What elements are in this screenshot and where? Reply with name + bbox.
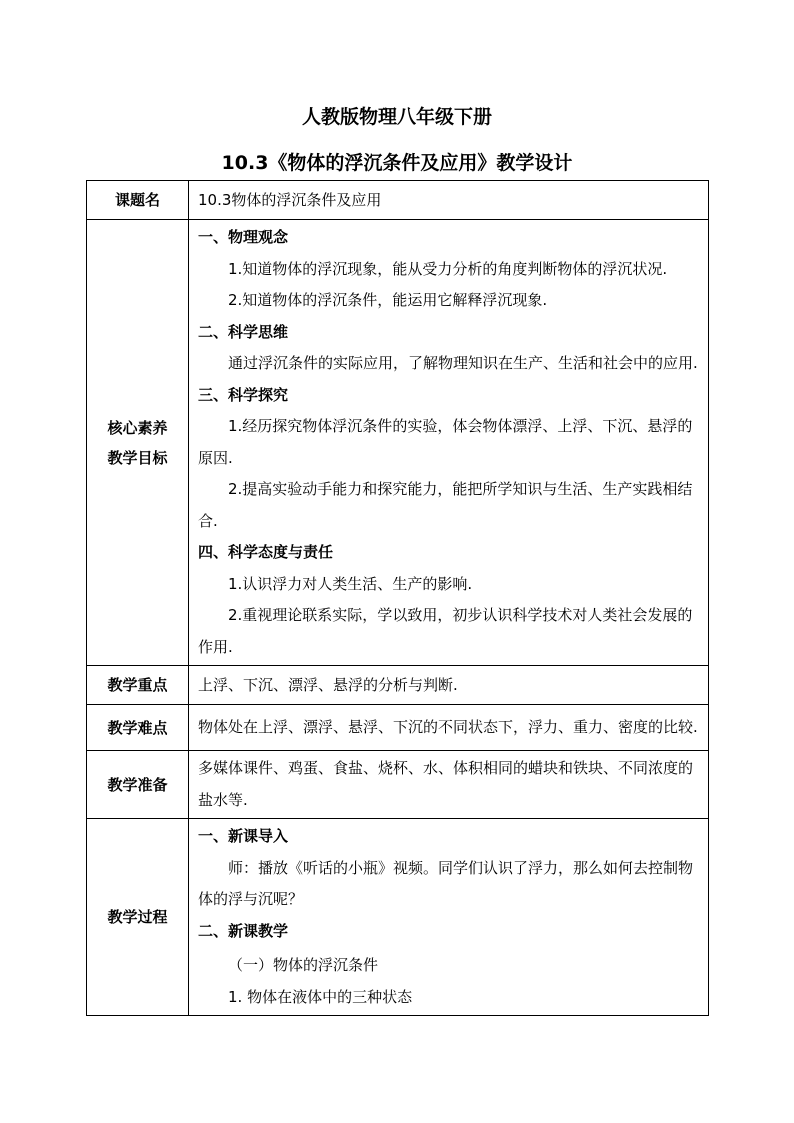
document-title-line1: 人教版物理八年级下册 <box>301 106 492 128</box>
topic-label: 课题名 <box>87 181 189 220</box>
topic-value: 10.3物体的浮沉条件及应用 <box>189 181 709 220</box>
lesson-plan-table <box>86 180 709 1016</box>
preparation-label: 教学准备 <box>87 751 189 819</box>
difficulty-value: 物体处在上浮、漂浮、悬浮、下沉的不同状态下，浮力、重力、密度的比较. <box>189 705 709 751</box>
goals-item: 2.知道物体的浮沉条件，能运用它解释浮沉现象. <box>228 291 548 309</box>
goals-section-scientific-thinking: 二、科学思维 <box>198 322 289 341</box>
process-item: 师：播放《听话的小瓶》视频。同学们认识了浮力，那么如何去控制物体的浮与沉呢？ <box>198 858 694 908</box>
table-row-process <box>87 819 709 1016</box>
goals-content <box>189 220 709 666</box>
process-label: 教学过程 <box>87 819 189 1016</box>
goals-item: 2.重视理论联系实际，学以致用，初步认识科学技术对人类社会发展的作用. <box>198 606 693 656</box>
process-item: 1. 物体在液体中的三种状态 <box>228 987 413 1006</box>
table-row-topic <box>87 181 709 220</box>
document-title-line2: 10.3《物体的浮沉条件及应用》教学设计 <box>221 152 573 174</box>
goals-label <box>87 220 189 666</box>
goals-item: 1.经历探究物体浮沉条件的实验，体会物体漂浮、上浮、下沉、悬浮的原因. <box>198 417 693 467</box>
table-row-key-point <box>87 666 709 705</box>
goals-item: 1.认识浮力对人类生活、生产的影响. <box>228 574 473 593</box>
goals-section-physics-concept: 一、物理观念 <box>198 228 289 246</box>
preparation-value: 多媒体课件、鸡蛋、食盐、烧杯、水、体积相同的蜡块和铁块、不同浓度的盐水等. <box>189 751 709 819</box>
table-row-goals <box>87 220 709 666</box>
goals-item: 通过浮沉条件的实际应用，了解物理知识在生产、生活和社会中的应用. <box>228 354 698 372</box>
goals-label-line1: 核心素养 <box>107 418 168 437</box>
process-subheading: （一）物体的浮沉条件 <box>228 956 379 974</box>
table-row-preparation <box>87 751 709 819</box>
goals-section-scientific-inquiry: 三、科学探究 <box>198 385 289 404</box>
difficulty-label: 教学难点 <box>87 705 189 751</box>
goals-section-attitude-responsibility: 四、科学态度与责任 <box>198 543 334 561</box>
goals-item: 1.知道物体的浮沉现象，能从受力分析的角度判断物体的浮沉状况. <box>228 259 668 278</box>
key-point-value: 上浮、下沉、漂浮、悬浮的分析与判断. <box>189 666 709 705</box>
process-section-new-lesson: 二、新课教学 <box>198 921 289 940</box>
key-point-label: 教学重点 <box>87 666 189 705</box>
table-row-difficulty <box>87 705 709 751</box>
process-section-introduction: 一、新课导入 <box>198 827 289 845</box>
goals-item: 2.提高实验动手能力和探究能力，能把所学知识与生活、生产实践相结合. <box>198 480 693 530</box>
goals-label-line2: 教学目标 <box>107 448 168 467</box>
process-content <box>189 819 709 1016</box>
